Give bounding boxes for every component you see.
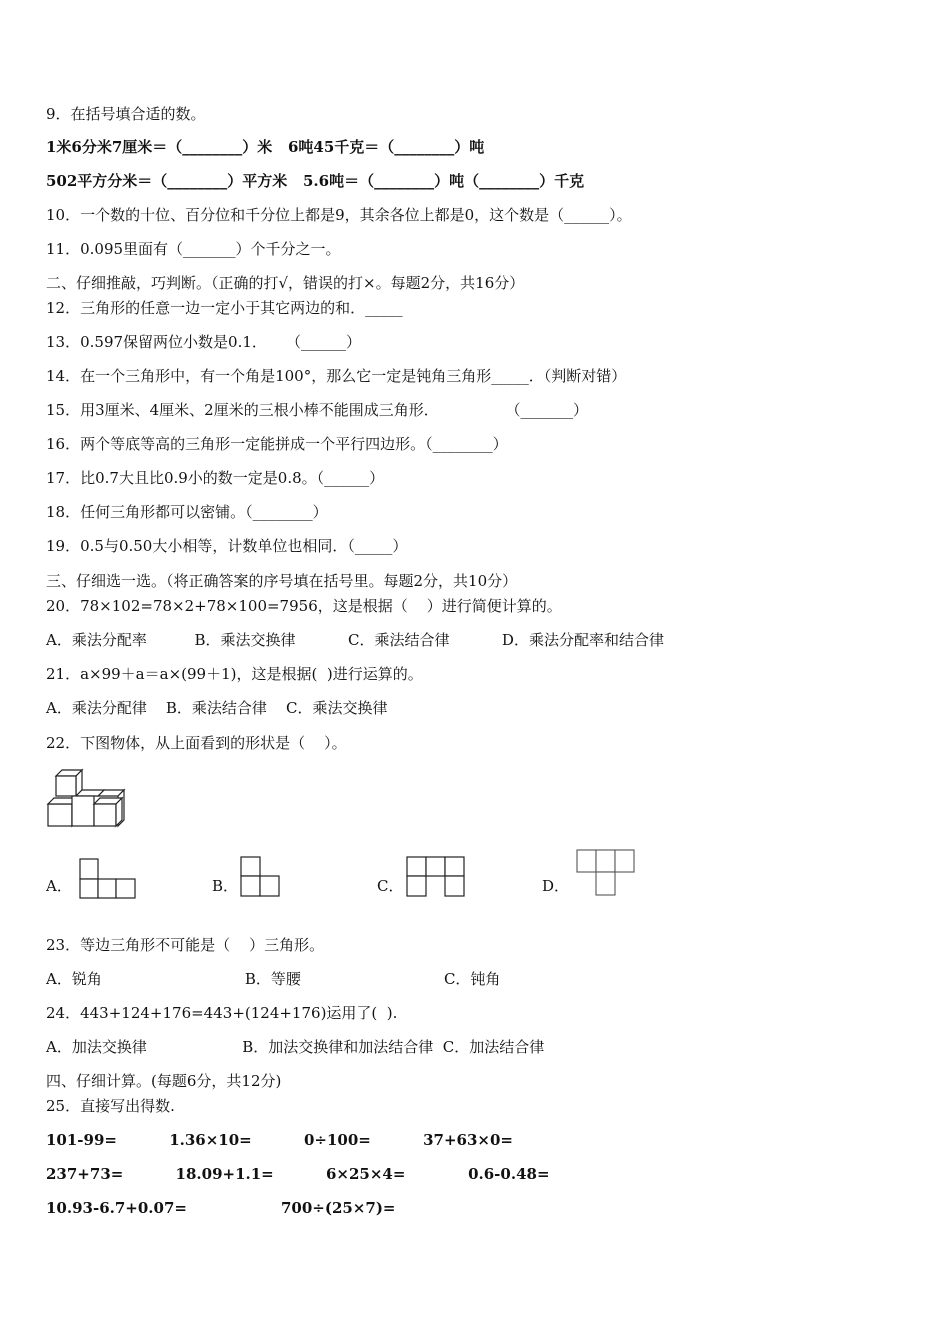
cube-figure	[46, 768, 130, 830]
question-20-options: A．乘法分配率 B．乘法交换律 C．乘法结合律 D．乘法分配率和结合律	[46, 631, 664, 649]
calc-row-1: 101-99= 1.36×10= 0÷100= 37+63×0=	[46, 1131, 513, 1149]
question-23: 23．等边三角形不可能是（ ）三角形。	[46, 936, 325, 954]
question-14: 14．在一个三角形中，有一个角是100°，那么它一定是钝角三角形_____．（判断对错）	[46, 367, 627, 385]
option-c-shape	[406, 856, 468, 898]
question-22: 22．下图物体，从上面看到的形状是（ ）。	[46, 734, 347, 752]
question-21: 21．a×99＋a＝a×(99＋1)，这是根据( )进行运算的。	[46, 665, 423, 683]
option-b-shape	[240, 856, 282, 898]
option-a-label: A．	[46, 877, 72, 895]
question-10: 10．一个数的十位、百分位和千分位上都是9，其余各位上都是0，这个数是（______）。	[46, 206, 632, 224]
section-2-heading: 二、仔细推敲，巧判断。（正确的打√，错误的打×。每题2分，共16分）	[46, 274, 525, 292]
question-25: 25．直接写出得数.	[46, 1097, 175, 1115]
question-24-options: A．加法交换律 B．加法交换律和加法结合律 C．加法结合律	[46, 1038, 545, 1056]
option-d-label: D．	[542, 877, 570, 895]
question-21-options: A．乘法分配律 B．乘法结合律 C．乘法交换律	[46, 699, 388, 717]
question-17: 17．比0.7大且比0.9小的数一定是0.8。（______）	[46, 469, 385, 487]
section-4-heading: 四、仔细计算。(每题6分，共12分)	[46, 1072, 282, 1090]
question-23-options: A．锐角 B．等腰 C．钝角	[46, 970, 501, 988]
option-a-shape	[79, 858, 137, 900]
question-20: 20．78×102=78×2+78×100=7956，这是根据（ ）进行简便计算的。	[46, 597, 562, 615]
question-9-line-1: 1米6分米7厘米＝（________）米 6吨45千克＝（________）吨	[46, 138, 485, 156]
section-3-heading: 三、仔细选一选。（将正确答案的序号填在括号里。每题2分，共10分）	[46, 572, 518, 590]
option-b-label: B．	[212, 877, 239, 895]
question-15: 15．用3厘米、4厘米、2厘米的三根小棒不能围成三角形． （_______）	[46, 401, 588, 419]
question-11: 11．0.095里面有（_______）个千分之一。	[46, 240, 341, 258]
option-d-shape	[576, 849, 636, 897]
question-24: 24．443+124+176=443+(124+176)运用了( ).	[46, 1004, 398, 1022]
calc-row-3: 10.93-6.7+0.07= 700÷(25×7)=	[46, 1199, 396, 1217]
question-13: 13．0.597保留两位小数是0.1． （______）	[46, 333, 361, 351]
question-9-line-2: 502平方分米＝（________）平方米 5.6吨＝（________）吨（________）千克	[46, 172, 585, 190]
question-12: 12．三角形的任意一边一定小于其它两边的和．_____	[46, 299, 403, 317]
question-16: 16．两个等底等高的三角形一定能拼成一个平行四边形。（________）	[46, 435, 508, 453]
option-c-label: C．	[377, 877, 404, 895]
question-9: 9．在括号填合适的数。	[46, 105, 206, 123]
question-18: 18．任何三角形都可以密铺。（________）	[46, 503, 328, 521]
question-19: 19．0.5与0.50大小相等，计数单位也相同．（_____）	[46, 537, 408, 555]
calc-row-2: 237+73= 18.09+1.1= 6×25×4= 0.6-0.48=	[46, 1165, 550, 1183]
